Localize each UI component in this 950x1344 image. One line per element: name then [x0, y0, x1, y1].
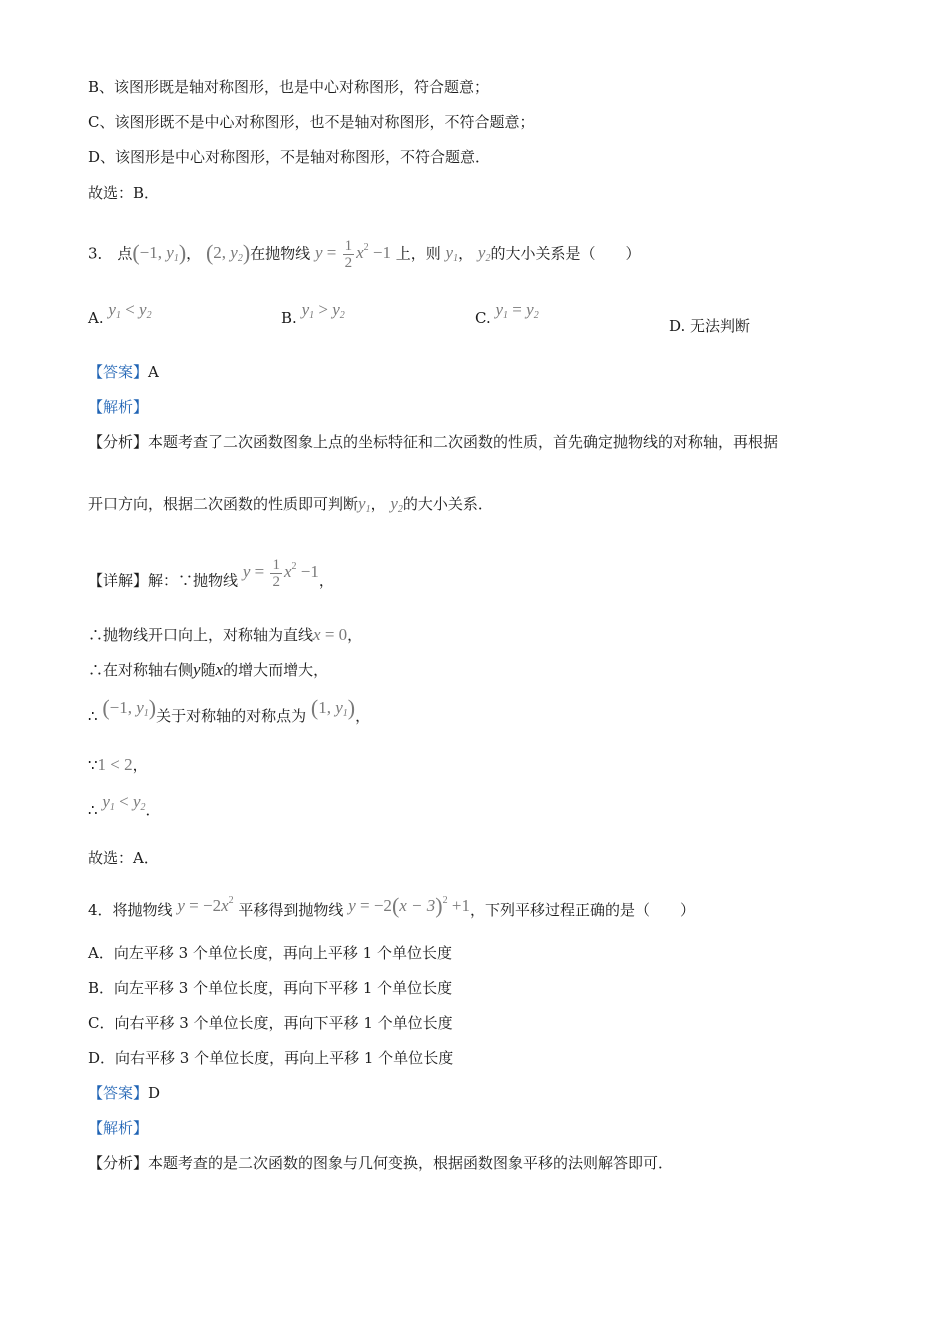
q3-fenxi: 【分析】本题考查了二次函数图象上点的坐标特征和二次函数的性质，首先确定抛物线的对称轴，再根据 [88, 433, 779, 451]
q3-option-a: A. $y_1 < y_2$ [88, 300, 152, 327]
prev-option-c: C、该图形既不是中心对称图形，也不是轴对称图形，不符合题意； [88, 113, 535, 131]
q3-step-4: ∵1 < 2， [88, 755, 148, 774]
q4-option-d: D．向右平移 3 个单位长度，再向上平移 1 个单位长度 [88, 1049, 454, 1067]
q3-analysis-label: 【解析】 [88, 398, 149, 416]
q4-stem: 4．将抛物线 $y = -2x^2$ 平移得到抛物线 $y = -2(x - 3)^2 +1$，下列平移过程正确的是（ ） [88, 893, 695, 919]
q4-option-b: B．向左平移 3 个单位长度，再向下平移 1 个单位长度 [88, 979, 453, 997]
q4-analysis-label: 【解析】 [88, 1119, 149, 1137]
q4-option-c: C．向右平移 3 个单位长度，再向下平移 1 个单位长度 [88, 1014, 453, 1032]
q3-option-b: B. $y_1 > y_2$ [281, 300, 345, 327]
prev-option-b: B、该图形既是轴对称图形，也是中心对称图形，符合题意； [88, 78, 490, 96]
q3-stem: 3． 点(−1, $y_1$)， (2, $y_2$)在抛物线 y = $\frac{1}{2}$ $x^2 -1$ 上，则 $y_1$， $y_2$的大小关系是（ ） [88, 238, 641, 271]
q3-option-c: C. $y_1 = y_2$ [475, 300, 539, 327]
q3-choice: 故选：A． [88, 849, 159, 867]
q4-option-a: A．向左平移 3 个单位长度，再向上平移 1 个单位长度 [88, 944, 452, 962]
q3-answer: 【答案】A [88, 363, 159, 381]
q3-parabola-formula: y = $\frac{1}{2}$ $x^2 -1$ [314, 238, 391, 271]
q3-step-3: ∴ (−1, $y_1$)关于对称轴的对称点为 (1, $y_1$)， [88, 695, 371, 725]
prev-choice: 故选：B． [88, 184, 160, 202]
q3-fenxi-cont: 开口方向，根据二次函数的性质即可判断$y_1$， $y_2$的大小关系． [88, 494, 493, 515]
q3-option-d: D. 无法判断 [669, 317, 751, 335]
q3-detail: 【详解】解：∵抛物线 y = $\frac{1}{2}$ $x^2 -1$， [88, 557, 334, 590]
q3-step-2: ∴在对称轴右侧y随x的增大而增大， [88, 660, 329, 679]
prev-option-d: D、该图形是中心对称图形，不是轴对称图形，不符合题意． [88, 148, 491, 166]
q4-fenxi: 【分析】本题考查的是二次函数的图象与几何变换，根据函数图象平移的法则解答即可． [88, 1154, 674, 1172]
q3-step-5: ∴ $y_1 < y_2$． [88, 792, 161, 819]
q4-answer: 【答案】D [88, 1084, 161, 1102]
q3-step-1: ∴抛物线开口向上，对称轴为直线x = 0， [88, 625, 363, 644]
